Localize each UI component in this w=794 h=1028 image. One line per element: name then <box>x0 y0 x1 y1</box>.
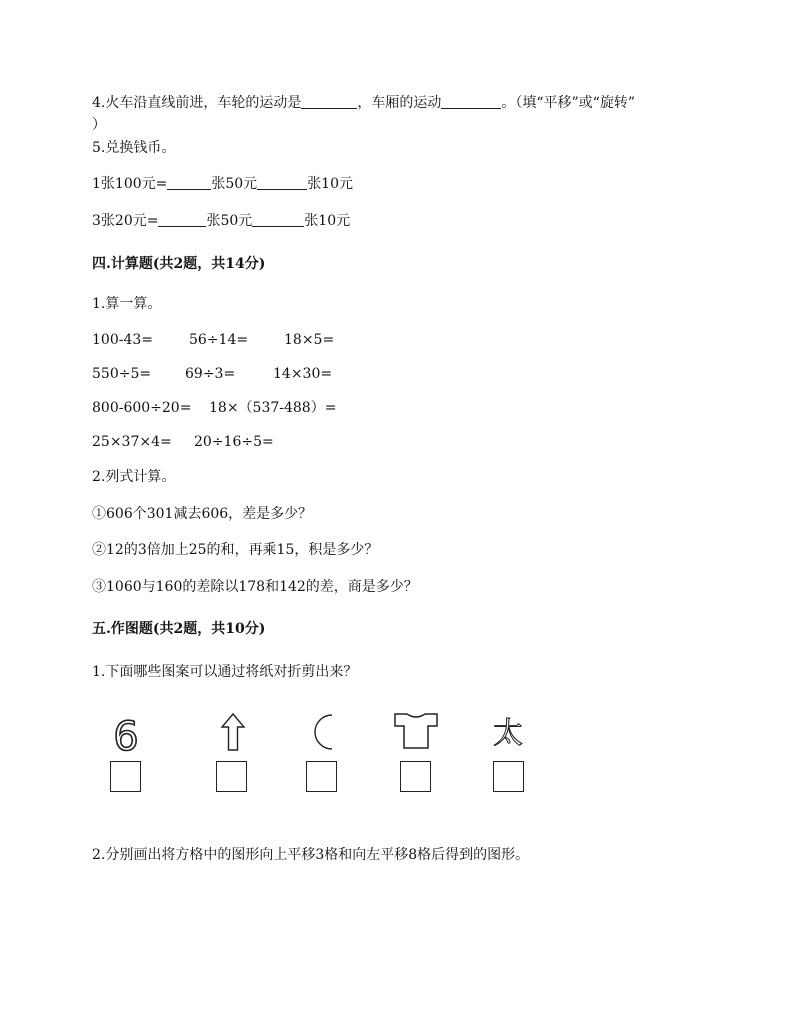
answer-checkbox[interactable] <box>306 761 337 792</box>
exchange-row-2-suffix: 张10元 <box>304 213 351 229</box>
answer-blank[interactable] <box>257 175 307 190</box>
answer-checkbox[interactable] <box>400 761 431 792</box>
answer-blank-carriage[interactable] <box>441 94 501 109</box>
question-4-text-2: ，车厢的运动 <box>357 95 442 111</box>
section-5-q2-title: 2.分别画出将方格中的图形向上平移3格和向左平移8格后得到的图形。 <box>92 847 530 863</box>
tai-character-icon <box>491 712 525 750</box>
answer-blank[interactable] <box>158 212 206 227</box>
exchange-row-1 <box>92 175 353 193</box>
section-4-q1-title: 1.算一算。 <box>92 296 162 312</box>
list-item: ①606个301减去606，差是多少？ <box>92 506 313 522</box>
calc-expression: 550÷5= <box>92 366 152 382</box>
exchange-row-1-mid: 张50元 <box>211 176 258 192</box>
tshirt-icon <box>393 712 439 750</box>
crescent-moon-icon <box>312 712 338 752</box>
calc-expression: 100-43= <box>92 332 153 348</box>
section-4-q2-title: 2.列式计算。 <box>92 469 176 485</box>
digit-six-glyph: 6 <box>113 714 139 756</box>
answer-checkbox[interactable] <box>493 761 524 792</box>
calc-expression: 56÷14= <box>189 332 249 348</box>
exchange-row-1-suffix: 张10元 <box>307 176 354 192</box>
tai-character-glyph: 太 <box>493 716 523 750</box>
answer-blank-wheel[interactable] <box>301 94 357 109</box>
list-item: ②12的3倍加上25的和，再乘15，积是多少？ <box>92 542 379 558</box>
section-5-heading: 五.作图题(共2题，共10分) <box>92 621 266 637</box>
question-4-text-3: 。（填“平移”或“旋转” <box>501 95 635 111</box>
question-4-continuation: ） <box>92 117 106 133</box>
calc-expression: 20÷16÷5= <box>194 434 274 450</box>
exchange-row-1-prefix: 1张100元= <box>92 176 168 192</box>
answer-checkbox[interactable] <box>216 761 247 792</box>
calc-expression: 800-600÷20= <box>92 400 192 416</box>
exchange-row-2-mid: 张50元 <box>206 213 253 229</box>
question-5-title: 5.兑换钱币。 <box>92 140 176 156</box>
answer-blank[interactable] <box>167 175 211 190</box>
section-5-q1-title: 1.下面哪些图案可以通过将纸对折剪出来？ <box>92 664 358 680</box>
calc-expression: 18×5= <box>284 332 335 348</box>
question-4 <box>92 94 635 112</box>
answer-blank[interactable] <box>252 212 304 227</box>
calc-expression: 69÷3= <box>185 366 236 382</box>
exchange-row-2 <box>92 212 350 230</box>
section-4-heading: 四.计算题(共2题，共14分) <box>92 256 266 272</box>
calc-expression: 18×（537-488）= <box>209 400 337 416</box>
calc-expression: 14×30= <box>273 366 333 382</box>
exchange-row-2-prefix: 3张20元= <box>92 213 159 229</box>
answer-checkbox[interactable] <box>110 761 141 792</box>
calc-expression: 25×37×4= <box>92 434 172 450</box>
digit-six-icon <box>108 712 144 756</box>
up-arrow-icon <box>220 712 246 752</box>
question-4-text-1: 4.火车沿直线前进，车轮的运动是 <box>92 95 302 111</box>
list-item: ③1060与160的差除以178和142的差，商是多少？ <box>92 579 418 595</box>
